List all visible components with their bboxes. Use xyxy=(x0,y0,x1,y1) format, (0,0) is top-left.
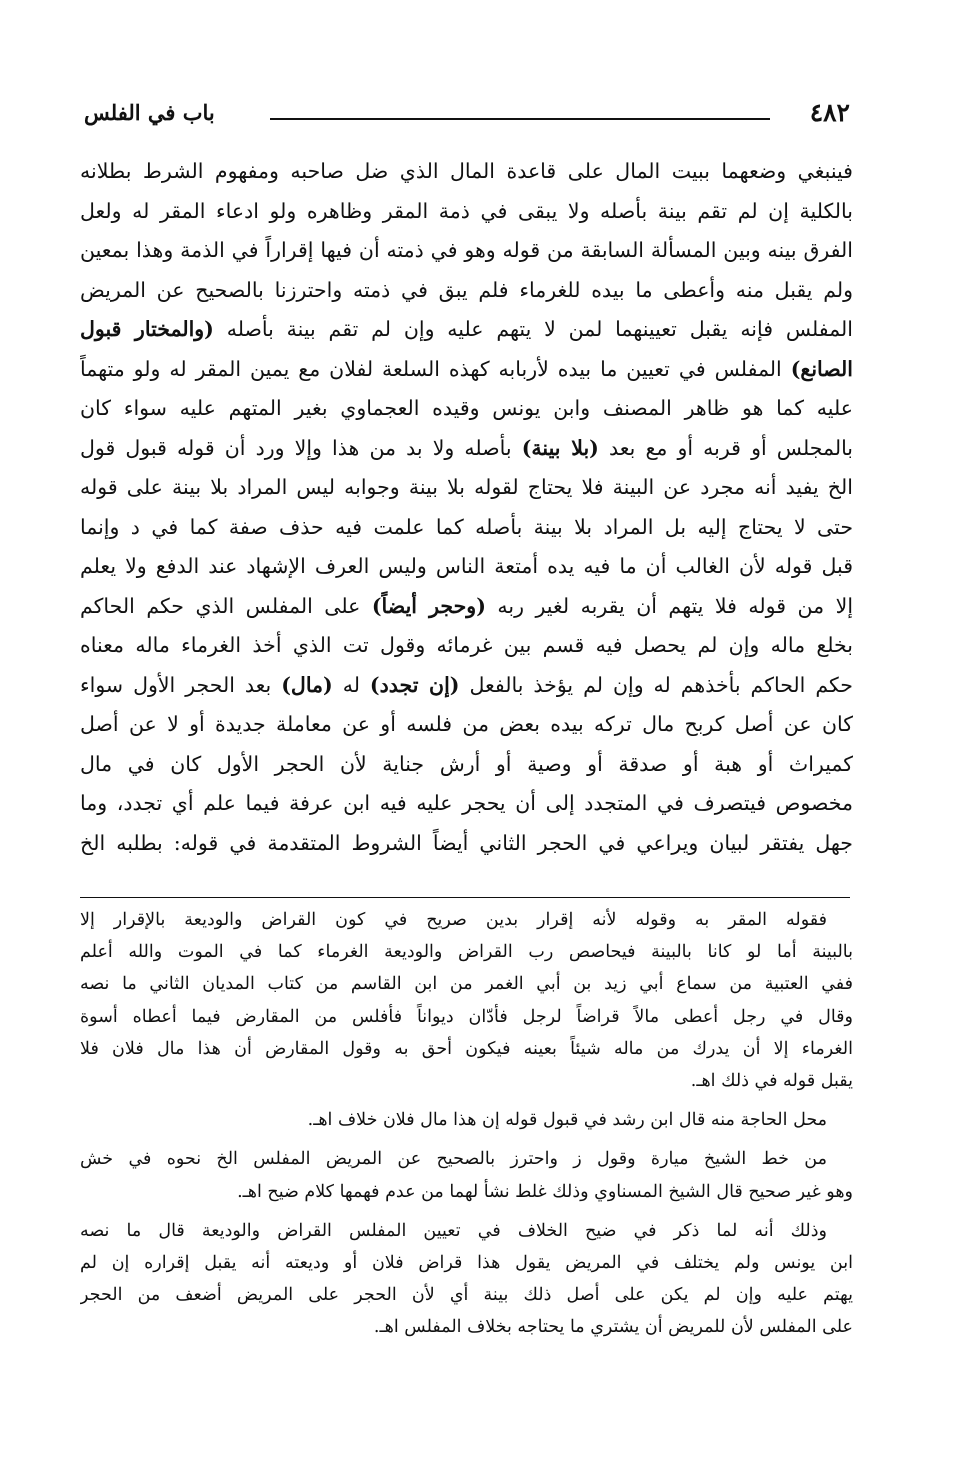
text-segment: حكم الحاكم بأخذهم له وإن لم يؤخذ بالفعل xyxy=(459,672,853,697)
footnote-separator xyxy=(80,897,850,898)
header-rule xyxy=(270,118,770,120)
text-segment: بخلع ماله وإن لم يحصل فيه قسم بين غرمائه وقول تت الذي أخذ الغرماء ماله معناه xyxy=(80,633,853,657)
text-segment: المفلس في تعيين ما بيده لأربابه كهذه السلعة لفلان مع يمين المقر له ولو متهماً xyxy=(80,356,791,381)
main-text-line xyxy=(80,587,853,627)
text-segment: الفرق بينه وبين المسألة السابقة من قوله وهو في ذمته أن فيها إقراراً في الذمة وهذا بمعين xyxy=(80,238,853,262)
main-text-line xyxy=(80,745,853,785)
main-text-line xyxy=(80,231,853,271)
main-text-line xyxy=(80,784,853,824)
footnote-line: يقبل قوله في ذلك اهـ. xyxy=(690,1070,853,1091)
main-text-line xyxy=(80,271,853,311)
bold-term: الصانع) xyxy=(790,356,853,381)
footnote-line: ففي العتبية من سماع أبي زيد بن أبي الغمر من ابن القاسم من كتاب المديان الثاني ما نصه xyxy=(80,974,853,995)
text-segment: كان عن أصل كربح مال تركه بيده بعض من فلسه أو عن معاملة جديدة أو لا عن أصل xyxy=(80,712,853,736)
bold-term: (بلا بينة) xyxy=(521,435,599,460)
footnote-line: الغرماء إلا أن يدرك من ماله شيئاً بعينه فيكون أحق به وقول المقارض أن هذا مال فلان فلا xyxy=(80,1038,853,1059)
main-text-line xyxy=(80,547,853,587)
text-segment: الخ يفيد أنه مجرد عن البينة فلا يحتاج لقوله بلا بينة وجوابه ليس المراد بلا بينة على قوله xyxy=(80,475,853,499)
text-segment: له xyxy=(332,672,370,697)
footnote-line: بالبينة أما لو كانا بالبينة فيحاصص رب القراض والوديعة الغرماء كما في الموت والله أعلم xyxy=(80,942,853,963)
main-text-line xyxy=(80,508,853,548)
main-text-line xyxy=(80,429,853,469)
main-text-line xyxy=(80,350,853,390)
text-segment: بعد الحجر الأول سواء xyxy=(80,672,282,697)
footnote-line: فقوله المقر به وقوله لأنه إقرار بدين صريح في كون القراض والوديعة بالإقرار إلا xyxy=(80,910,827,930)
text-segment: فينبغي وضعهما ببيت المال على قاعدة المال الذي ضل صاحبه ومفهوم الشرط بطلانه xyxy=(80,159,853,183)
text-segment: ولم يقبل منه وأعطى ما بيده للغرماء فلم يبق في ذمته واحترزنا بالصحيح عن المريض xyxy=(80,277,853,302)
main-text-line xyxy=(80,152,853,192)
footnotes-section xyxy=(80,904,853,1350)
footnote-paragraph xyxy=(80,1215,853,1344)
footnote-line: وذلك أنه لما ذكر في ضيح الخلاف في تعيين المفلس القراض والوديعة قال ما نصه xyxy=(80,1220,827,1241)
footnote-line: وقال في رجل أعطى مالاً قراضاً لرجل فأدّان ديواناً فأفلس من المقارض فيما أعطاه أسوة xyxy=(80,1006,853,1027)
footnote-line: وهو غير صحيح قال الشيخ المسناوي وذلك غلط نشأ لهما من عدم فهمها كلام ضيح اهـ. xyxy=(237,1181,853,1202)
main-text-line xyxy=(80,705,853,745)
text-segment: بالكلية إن لم تقم بينة بأصله ولا يبقى في ذمة المقر وظاهره ولو ادعاء المقر له ولعل xyxy=(80,198,853,223)
main-text-line xyxy=(80,389,853,429)
text-segment: كميراث أو هبة أو صدقة أو وصية أو أرش جناية لأن الحجر الأول كان في مال xyxy=(80,751,853,776)
text-segment: المفلس فإنه يقبل تعيينهما لمن لا يتهم عليه وإن لم تقم بينة بأصله xyxy=(213,317,853,341)
page-header xyxy=(84,96,850,130)
running-title: باب في الفلس xyxy=(84,100,215,125)
footnote-paragraph xyxy=(80,1143,853,1207)
text-segment: بأصله ولا بد من هذا وإلا ورد أن قوله قبول قول xyxy=(80,435,522,460)
footnote-line: يهتم عليه وإن لم يكن على أصل ذلك بينة أي لأن الحجر على المريض أضعف من الحجر xyxy=(80,1285,853,1306)
main-text-line xyxy=(80,666,853,706)
footnote-paragraph xyxy=(80,1104,853,1136)
text-segment: إلا من قوله فلا يتهم أن يقربه لغير ربه xyxy=(485,593,853,618)
text-segment: جهل يفتقر لبيان ويراعي في الحجر الثاني أيضاً الشروط المتقدمة في قوله: بطلبه الخ xyxy=(80,830,853,855)
footnote-line: ابن يونس ولم يختلف في المريض يقول هذا قراض فلان أو وديعته أنه يقبل إقراره إن لم xyxy=(80,1252,853,1273)
text-segment: بالمجلس أو قربه أو مع بعد xyxy=(598,435,853,460)
main-text-line xyxy=(80,310,853,350)
text-segment: مخصوص فيتصرف في المتجدد إلى أن يحجر عليه فيه ابن عرفة فيما علم أي تجدد، وما xyxy=(80,791,853,815)
main-text-line xyxy=(80,824,853,864)
bold-term: (وحجر أيضاً) xyxy=(371,593,486,618)
bold-term: (والمختار قبول xyxy=(80,317,214,341)
main-text-line xyxy=(80,626,853,666)
text-segment: عليه كما هو ظاهر المصنف وابن يونس وقيده العجماوي بغير المتهم عليه سواء كان xyxy=(80,396,853,420)
footnote-line: من خط الشيخ ميارة وقول ز واحترز بالصحيح عن المريض المفلس الخ نحوه في خش xyxy=(80,1149,827,1170)
bold-term: (إن تجدد) xyxy=(369,672,460,697)
text-segment: على المفلس الذي حكم الحاكم xyxy=(80,593,372,618)
text-segment: قبل قوله لأن الغالب أن ما فيه يده أمتعة الناس وليس العرف الإشهاد عند الدفع ولا يعلم xyxy=(80,554,853,578)
main-text-line xyxy=(80,468,853,508)
main-text-body xyxy=(80,152,853,863)
text-segment: حتى لا يحتاج إليه بل المراد بلا بينة بأصله كما علمت فيه حذف صفة كما في د وإنما xyxy=(80,514,853,539)
page-number: ٤٨٢ xyxy=(809,98,850,127)
footnote-line: على المفلس لأن للمريض أن يشتري ما يحتاجه بخلاف المفلس اهـ. xyxy=(373,1317,853,1338)
footnote-line: محل الحاجة منه قال ابن رشد في قبول قوله إن هذا مال فلان خلاف اهـ. xyxy=(307,1110,827,1131)
main-text-line xyxy=(80,192,853,232)
bold-term: (مال) xyxy=(281,672,333,697)
footnote-paragraph xyxy=(80,904,853,1097)
